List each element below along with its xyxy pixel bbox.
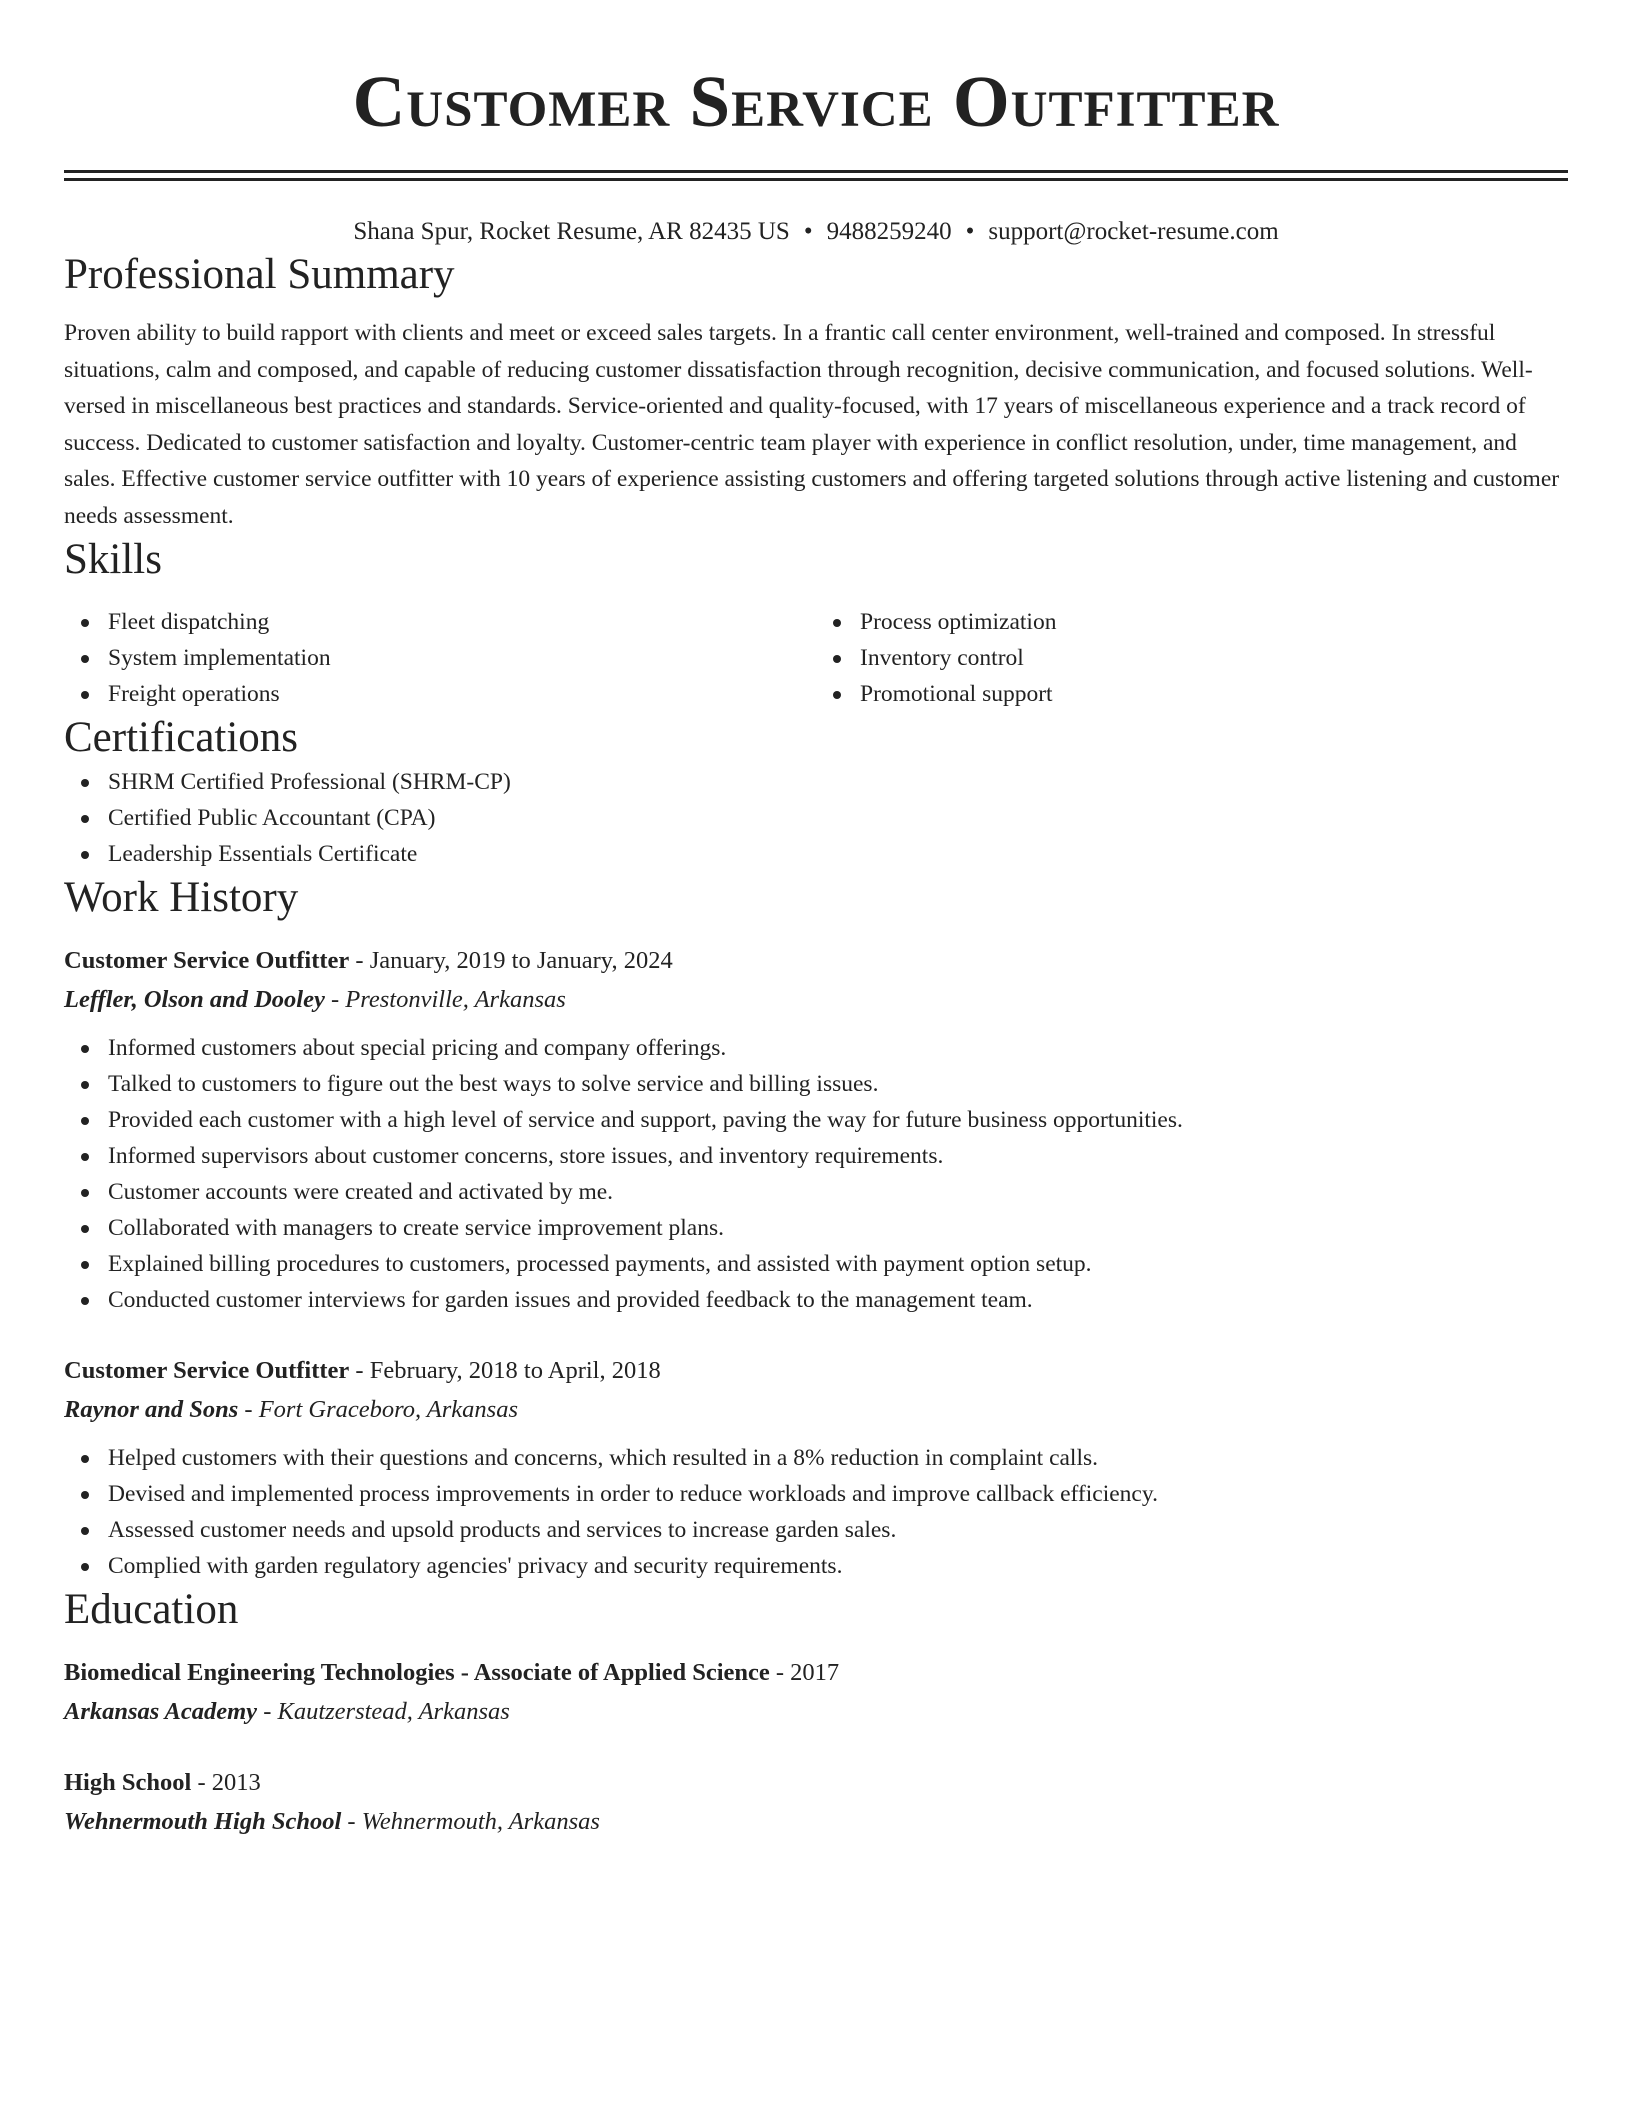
education-degree-line (64, 1654, 1568, 1692)
summary-text: Proven ability to build rapport with clients and meet or exceed sales targets. In a frantic call center environment, well-trained and composed. In stressful situations, calm and composed, and capable of reducing customer dissatisfaction through recognition, decisive communication, and focused solutions. Well-versed in miscellaneous best practices and standards. Service-oriented and quality-focused, with 17 years of miscellaneous experience and a track record of success. Dedicated to customer satisfaction and loyalty. Customer-centric team player with experience in conflict resolution, under, time management, and sales. Effective customer service outfitter with 10 years of experience assisting customers and offering targeted solutions through active listening and customer needs assessment. (64, 320, 1560, 529)
skills-column-right (816, 604, 1568, 712)
title-divider (64, 170, 1568, 181)
resume-title: Customer Service Outfitter (352, 61, 1280, 142)
job-duty: Collaborated with managers to create service improvement plans. (64, 1210, 1568, 1246)
job-company-line (64, 980, 1568, 1020)
education-degree: Biomedical Engineering Technologies - Associate of Applied Science (64, 1659, 770, 1686)
skill-item: Fleet dispatching (64, 604, 816, 640)
section-heading-certifications: Certifications (64, 714, 299, 761)
job-title-line (64, 1352, 1568, 1390)
education-degree-line (64, 1764, 1568, 1802)
skill-item: Inventory control (816, 640, 1568, 676)
job-duties-list (64, 1030, 1568, 1318)
skill-item: Freight operations (64, 676, 816, 712)
certification-item: Leadership Essentials Certificate (64, 836, 1568, 872)
contact-separator: • (965, 218, 975, 245)
skill-item: Promotional support (816, 676, 1568, 712)
job-company: Leffler, Olson and Dooley (64, 986, 325, 1013)
skills-column-left (64, 604, 816, 712)
job-duties-list (64, 1440, 1568, 1584)
job-duty: Conducted customer interviews for garden issues and provided feedback to the management team. (64, 1282, 1568, 1318)
contact-line (64, 215, 1568, 249)
job-entry (64, 942, 1568, 1318)
job-duty: Informed customers about special pricing and company offerings. (64, 1030, 1568, 1066)
education-entry (64, 1654, 1568, 1732)
job-duty: Provided each customer with a high level of service and support, paving the way for future business opportunities. (64, 1102, 1568, 1138)
skill-item: System implementation (64, 640, 816, 676)
job-entry (64, 1352, 1568, 1584)
education-location: - Kautzerstead, Arkansas (257, 1698, 510, 1725)
job-title: Customer Service Outfitter (64, 1357, 350, 1384)
contact-email: support@rocket-resume.com (988, 218, 1279, 245)
education-location: - Wehnermouth, Arkansas (341, 1808, 600, 1835)
section-heading-work-history: Work History (64, 874, 299, 921)
job-company: Raynor and Sons (64, 1396, 239, 1423)
job-duty: Explained billing procedures to customers, processed payments, and assisted with payment option setup. (64, 1246, 1568, 1282)
job-dates: - January, 2019 to January, 2024 (349, 947, 673, 974)
section-heading-education: Education (64, 1586, 239, 1633)
job-location: - Prestonville, Arkansas (324, 986, 566, 1013)
job-duty: Customer accounts were created and activated by me. (64, 1174, 1568, 1210)
job-title: Customer Service Outfitter (64, 947, 350, 974)
job-dates: - February, 2018 to April, 2018 (349, 1357, 661, 1384)
education-school: Arkansas Academy (64, 1698, 258, 1725)
certification-item: SHRM Certified Professional (SHRM-CP) (64, 764, 1568, 800)
skill-item: Process optimization (816, 604, 1568, 640)
job-duty: Assessed customer needs and upsold products and services to increase garden sales. (64, 1512, 1568, 1548)
job-duty: Complied with garden regulatory agencies' privacy and security requirements. (64, 1548, 1568, 1584)
certification-item: Certified Public Accountant (CPA) (64, 800, 1568, 836)
job-location: - Fort Graceboro, Arkansas (238, 1396, 518, 1423)
education-year: - 2013 (191, 1769, 261, 1796)
education-school: Wehnermouth High School (64, 1808, 342, 1835)
section-heading-skills: Skills (64, 536, 162, 583)
job-company-line (64, 1390, 1568, 1430)
education-degree: High School (64, 1769, 192, 1796)
education-school-line (64, 1692, 1568, 1732)
contact-phone: 9488259240 (826, 218, 952, 245)
section-heading-summary: Professional Summary (64, 251, 455, 298)
education-entry (64, 1764, 1568, 1842)
certifications-list (64, 764, 1568, 872)
job-duty: Devised and implemented process improvements in order to reduce workloads and improve callback efficiency. (64, 1476, 1568, 1512)
skills-list (64, 604, 1568, 712)
job-duty: Helped customers with their questions and concerns, which resulted in a 8% reduction in complaint calls. (64, 1440, 1568, 1476)
contact-separator: • (803, 218, 813, 245)
education-school-line (64, 1802, 1568, 1842)
job-duty: Informed supervisors about customer concerns, store issues, and inventory requirements. (64, 1138, 1568, 1174)
job-duty: Talked to customers to figure out the best ways to solve service and billing issues. (64, 1066, 1568, 1102)
contact-address: Shana Spur, Rocket Resume, AR 82435 US (353, 218, 790, 245)
job-title-line (64, 942, 1568, 980)
education-year: - 2017 (769, 1659, 840, 1686)
